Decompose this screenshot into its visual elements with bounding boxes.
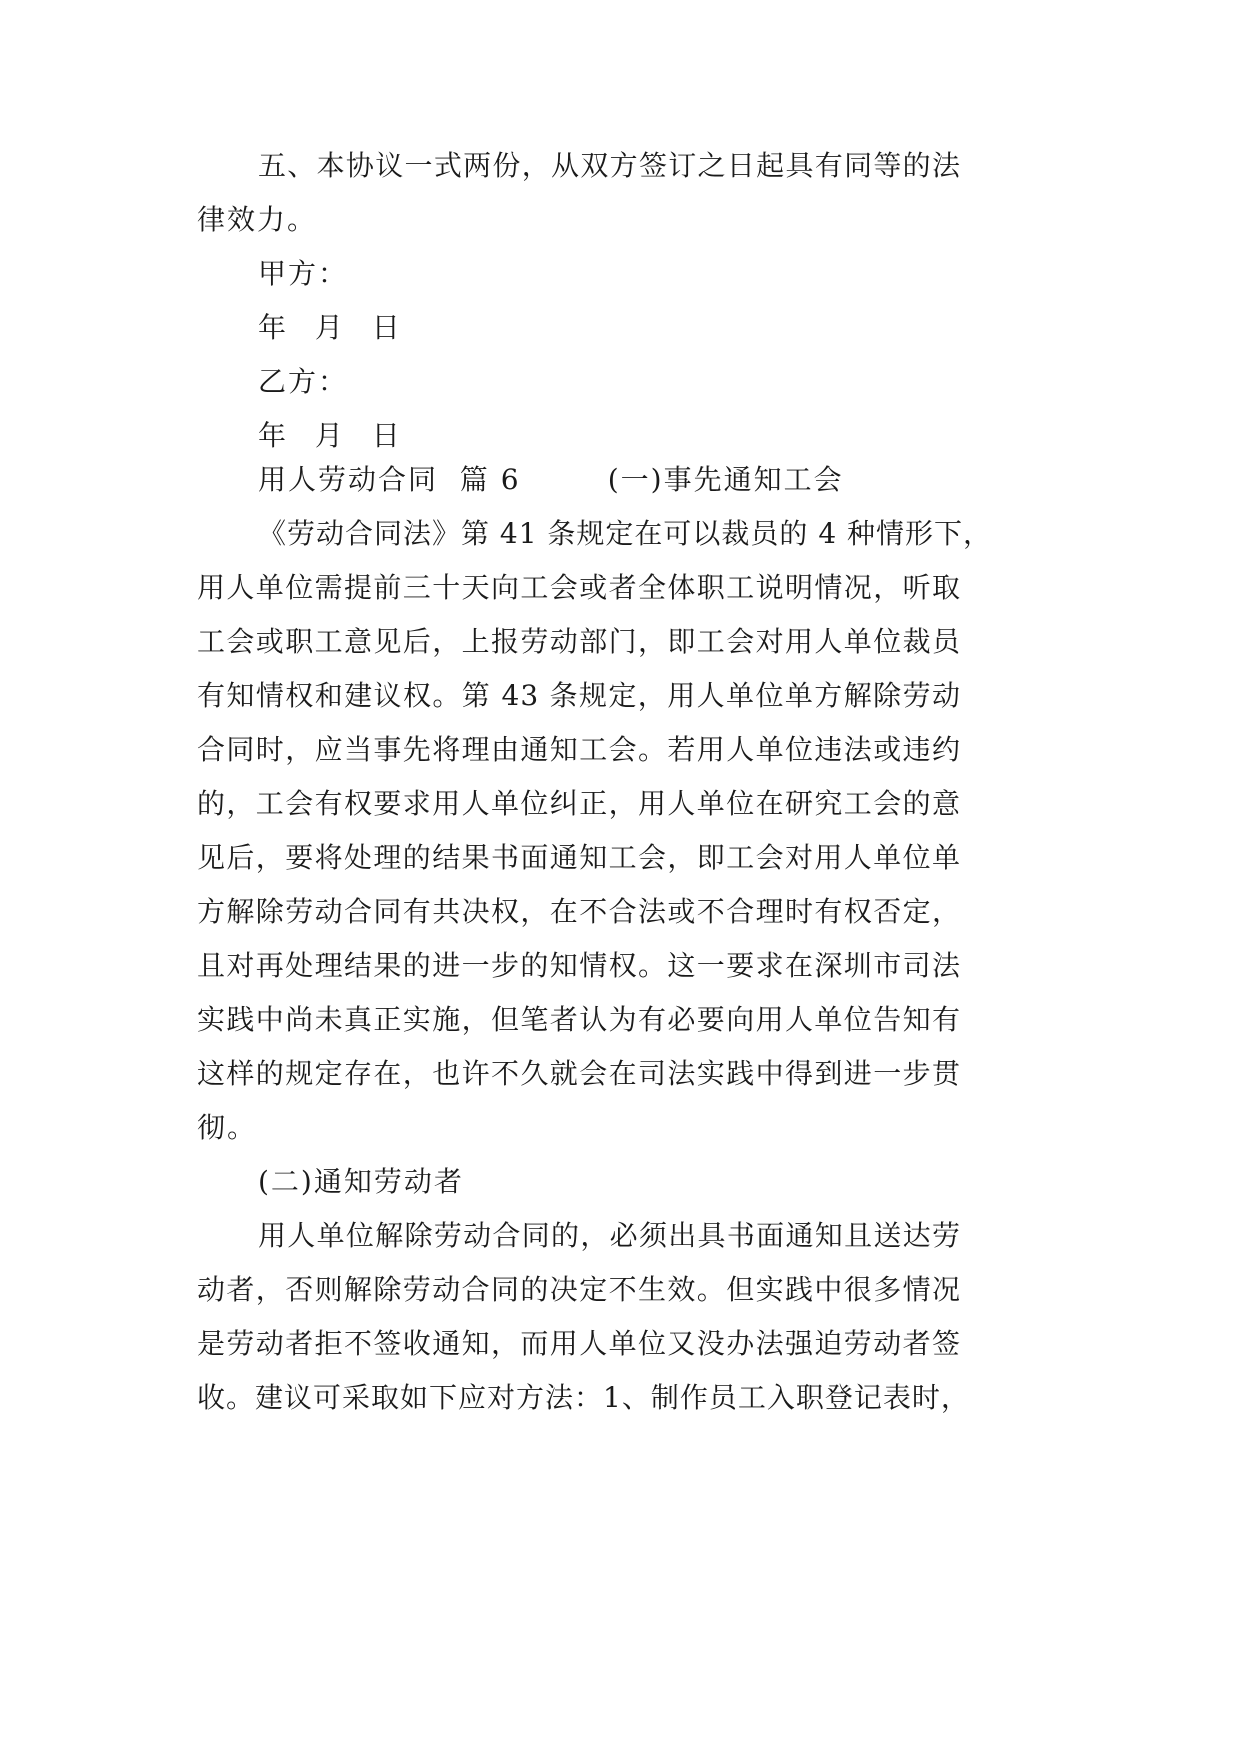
paragraph-line: 《劳动合同法》第 41 条规定在可以裁员的 4 种情形下，: [258, 517, 993, 550]
paragraph-line: 实践中尚未真正实施，但笔者认为有必要向用人单位告知有: [197, 1003, 961, 1036]
paragraph-line: 彻。: [197, 1111, 258, 1144]
paragraph-line: 且对再处理结果的进一步的知情权。这一要求在深圳市司法: [197, 949, 961, 982]
paragraph-line: 收。建议可采取如下应对方法：1、制作员工入职登记表时，: [197, 1381, 970, 1414]
paragraph-line: 用人单位需提前三十天向工会或者全体职工说明情况，听取: [197, 571, 961, 604]
party-a-label: 甲方：: [258, 257, 349, 290]
date-line: 年 月 日: [258, 311, 410, 344]
paragraph-line: 五、本协议一式两份，从双方签订之日起具有同等的法: [258, 149, 961, 182]
paragraph-line: 合同时，应当事先将理由通知工会。若用人单位违法或违约: [197, 733, 961, 766]
paragraph-line: 的，工会有权要求用人单位纠正，用人单位在研究工会的意: [197, 787, 961, 820]
paragraph-line: 方解除劳动合同有共决权，在不合法或不合理时有权否定，: [197, 895, 961, 928]
paragraph-line: 有知情权和建议权。第 43 条规定，用人单位单方解除劳动: [197, 679, 961, 712]
paragraph-line: 工会或职工意见后，上报劳动部门，即工会对用人单位裁员: [197, 625, 961, 658]
date-line: 年 月 日: [258, 419, 410, 452]
paragraph-line: 动者，否则解除劳动合同的决定不生效。但实践中很多情况: [197, 1273, 961, 1306]
paragraph-line: 是劳动者拒不签收通知，而用人单位又没办法强迫劳动者签: [197, 1327, 961, 1360]
paragraph-line: 这样的规定存在，也许不久就会在司法实践中得到进一步贯: [197, 1057, 961, 1090]
party-b-label: 乙方：: [258, 365, 349, 398]
paragraph-line: 见后，要将处理的结果书面通知工会，即工会对用人单位单: [197, 841, 961, 874]
section-heading: 用人劳动合同 篇 6 (一)事先通知工会: [258, 463, 844, 496]
section-heading: (二)通知劳动者: [258, 1165, 464, 1198]
paragraph-line: 用人单位解除劳动合同的，必须出具书面通知且送达劳: [258, 1219, 961, 1252]
paragraph-line: 律效力。: [197, 203, 318, 236]
